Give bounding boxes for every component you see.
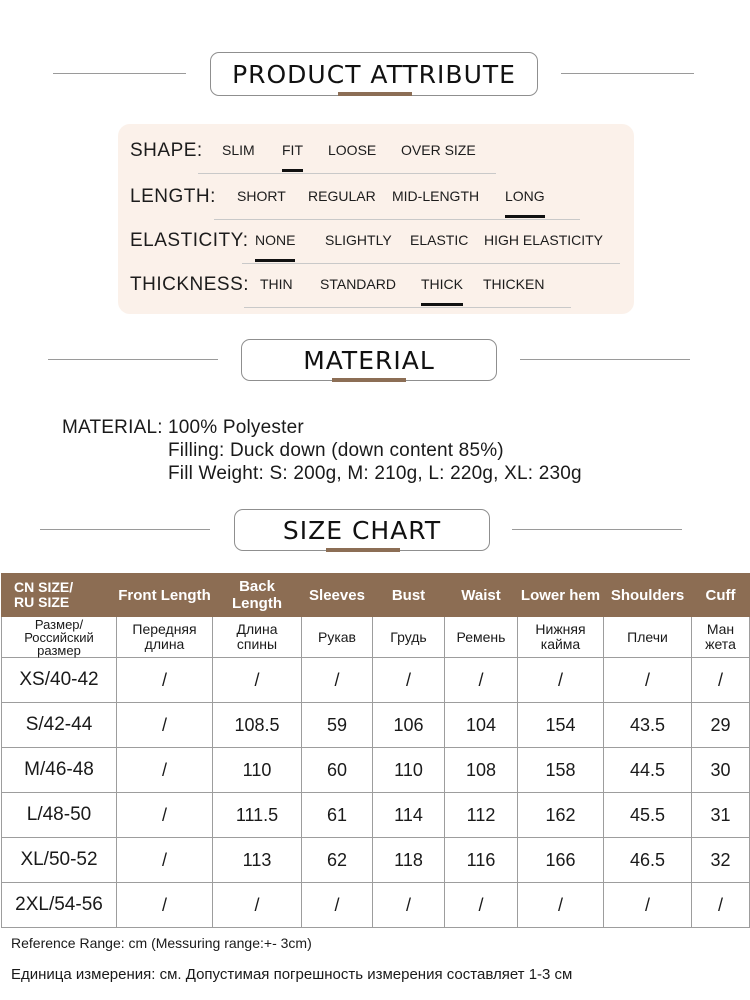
- attr-option: THICKEN: [483, 276, 545, 292]
- table-cell: /: [445, 883, 518, 928]
- attribute-panel: [118, 124, 634, 314]
- table-cell: /: [302, 658, 373, 703]
- attr-baseline: [242, 263, 620, 264]
- size-label-cell: M/46-48: [2, 748, 117, 793]
- attributes-title: PRODUCT ATTRIBUTE: [210, 52, 538, 96]
- attr-baseline: [244, 307, 571, 308]
- table-cell: Lower hem: [518, 574, 604, 617]
- table-cell: Shoulders: [604, 574, 692, 617]
- table-row: [2, 703, 750, 748]
- table-cell: 162: [518, 793, 604, 838]
- attr-option: SLIGHTLY: [325, 232, 392, 248]
- size-label-cell: Размер/ Российский размер: [2, 617, 117, 658]
- size-label-cell: XL/50-52: [2, 838, 117, 883]
- table-row: [2, 748, 750, 793]
- table-cell: /: [117, 748, 213, 793]
- table-cell: Передняя длина: [117, 617, 213, 658]
- table-cell: 106: [373, 703, 445, 748]
- material-title: MATERIAL: [241, 339, 497, 381]
- table-cell: /: [302, 883, 373, 928]
- table-cell: 110: [213, 748, 302, 793]
- table-cell: 110: [373, 748, 445, 793]
- divider-left: [40, 529, 210, 530]
- table-cell: 113: [213, 838, 302, 883]
- attr-option: SHORT: [237, 188, 286, 204]
- table-cell: 44.5: [604, 748, 692, 793]
- attr-option: THIN: [260, 276, 293, 292]
- size-label-cell: S/42-44: [2, 703, 117, 748]
- table-cell: 166: [518, 838, 604, 883]
- table-cell: Ман жета: [692, 617, 750, 658]
- size-label-cell: 2XL/54-56: [2, 883, 117, 928]
- attr-option: LOOSE: [328, 142, 377, 158]
- size-label-cell: XS/40-42: [2, 658, 117, 703]
- attr-option-selected: NONE: [255, 232, 296, 248]
- table-cell: Back Length: [213, 574, 302, 617]
- table-cell: Bust: [373, 574, 445, 617]
- attr-label: LENGTH:: [130, 186, 216, 207]
- divider-right: [561, 73, 694, 74]
- table-cell: 46.5: [604, 838, 692, 883]
- table-cell: /: [373, 658, 445, 703]
- table-cell: Длина спины: [213, 617, 302, 658]
- attr-label: THICKNESS:: [130, 274, 250, 295]
- attr-baseline: [214, 219, 580, 220]
- table-cell: Sleeves: [302, 574, 373, 617]
- reference-note-ru: Единица измерения: см. Допустимая погрешность измерения составляет 1-3 см: [11, 966, 573, 983]
- table-cell: /: [213, 658, 302, 703]
- attr-option-selected: LONG: [505, 188, 545, 204]
- table-cell: Нижняя кайма: [518, 617, 604, 658]
- size-chart-title: SIZE CHART: [234, 509, 490, 551]
- attr-option: SLIM: [222, 142, 255, 158]
- table-cell: 59: [302, 703, 373, 748]
- table-subheader-row: [2, 617, 750, 658]
- title-accent-bar: [338, 92, 412, 96]
- table-cell: 60: [302, 748, 373, 793]
- table-cell: 30: [692, 748, 750, 793]
- attr-option: MID-LENGTH: [392, 188, 480, 204]
- table-cell: /: [117, 883, 213, 928]
- attr-option: ELASTIC: [410, 232, 469, 248]
- table-cell: 114: [373, 793, 445, 838]
- table-cell: 154: [518, 703, 604, 748]
- table-cell: /: [518, 658, 604, 703]
- table-cell: 62: [302, 838, 373, 883]
- table-cell: /: [117, 793, 213, 838]
- table-cell: /: [373, 883, 445, 928]
- table-row: [2, 838, 750, 883]
- table-cell: Грудь: [373, 617, 445, 658]
- divider-left: [48, 359, 218, 360]
- size-table: [1, 573, 750, 928]
- table-cell: 43.5: [604, 703, 692, 748]
- size-label-cell: L/48-50: [2, 793, 117, 838]
- table-cell: 45.5: [604, 793, 692, 838]
- table-cell: Ремень: [445, 617, 518, 658]
- table-cell: /: [518, 883, 604, 928]
- table-cell: /: [692, 658, 750, 703]
- divider-right: [512, 529, 682, 530]
- table-cell: /: [604, 883, 692, 928]
- table-cell: 108: [445, 748, 518, 793]
- table-cell: Waist: [445, 574, 518, 617]
- divider-left: [53, 73, 186, 74]
- table-cell: 118: [373, 838, 445, 883]
- table-cell: /: [445, 658, 518, 703]
- table-cell: 61: [302, 793, 373, 838]
- table-cell: /: [692, 883, 750, 928]
- table-cell: /: [604, 658, 692, 703]
- table-row: [2, 883, 750, 928]
- table-cell: Плечи: [604, 617, 692, 658]
- material-line: Filling: Duck down (down content 85%): [168, 440, 504, 461]
- attr-label: ELASTICITY:: [130, 230, 249, 251]
- table-cell: /: [117, 838, 213, 883]
- table-cell: 32: [692, 838, 750, 883]
- attr-label: SHAPE:: [130, 140, 203, 161]
- divider-right: [520, 359, 690, 360]
- table-cell: /: [117, 658, 213, 703]
- size-label-cell: CN SIZE/ RU SIZE: [2, 574, 117, 617]
- attr-option: REGULAR: [308, 188, 376, 204]
- table-cell: 104: [445, 703, 518, 748]
- table-cell: 112: [445, 793, 518, 838]
- table-cell: /: [213, 883, 302, 928]
- attr-option: OVER SIZE: [401, 142, 476, 158]
- attr-option: STANDARD: [320, 276, 396, 292]
- table-cell: /: [117, 703, 213, 748]
- material-line: 100% Polyester: [168, 417, 304, 438]
- table-cell: 158: [518, 748, 604, 793]
- table-cell: 108.5: [213, 703, 302, 748]
- table-row: [2, 658, 750, 703]
- table-cell: 31: [692, 793, 750, 838]
- attr-option-selected: FIT: [282, 142, 303, 158]
- reference-note: Reference Range: cm (Messuring range:+- 3cm): [11, 935, 312, 951]
- table-cell: Рукав: [302, 617, 373, 658]
- table-cell: Cuff: [692, 574, 750, 617]
- table-cell: 29: [692, 703, 750, 748]
- material-line: Fill Weight: S: 200g, M: 210g, L: 220g, XL: 230g: [168, 463, 582, 484]
- table-cell: 111.5: [213, 793, 302, 838]
- title-accent-bar: [326, 548, 400, 552]
- attr-option: HIGH ELASTICITY: [484, 232, 604, 248]
- table-row: [2, 793, 750, 838]
- table-header-row: [2, 574, 750, 617]
- title-accent-bar: [332, 378, 406, 382]
- table-cell: 116: [445, 838, 518, 883]
- attr-baseline: [198, 173, 496, 174]
- material-label: MATERIAL:: [62, 417, 163, 438]
- table-cell: Front Length: [117, 574, 213, 617]
- attr-option-selected: THICK: [421, 276, 463, 292]
